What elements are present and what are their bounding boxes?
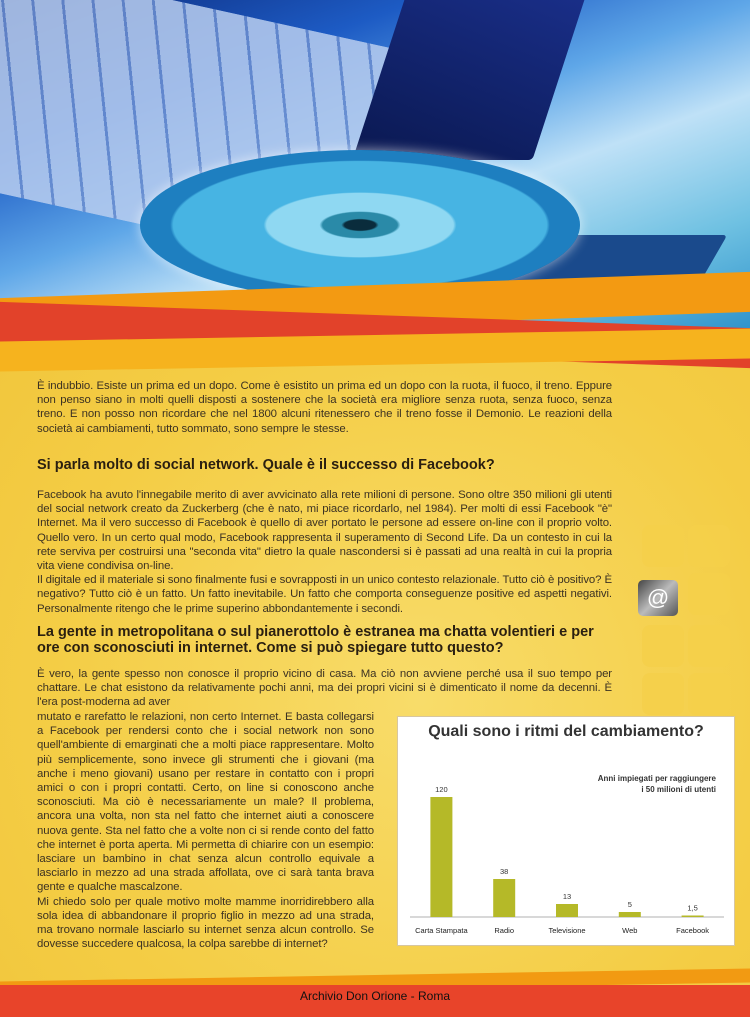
laptop-lid-image <box>352 0 587 160</box>
chart-note-line2: i 50 milioni di utenti <box>641 785 716 794</box>
bar-web <box>619 912 641 917</box>
metro-col-text-2: Mi chiedo solo per quale motivo molte mamme inorridirebbero alla sola idea di abbandonare il proprio figlio in mezzo ad una strada, ma trovano normale lasciarlo su internet senza alcun controllo. Se dovesse succedere qualcosa, la colpa sarebbe di internet? <box>37 895 374 951</box>
deco-square <box>642 525 684 567</box>
at-sign-icon: @ <box>638 580 678 616</box>
deco-square <box>688 573 730 615</box>
category-label: Web <box>622 926 638 935</box>
chart-box <box>397 716 735 946</box>
bar-carta-stampata <box>430 797 452 917</box>
cd-disc-image <box>140 150 580 300</box>
deco-square <box>642 625 684 667</box>
bar-radio <box>493 879 515 917</box>
deco-square <box>688 673 730 715</box>
data-label: 120 <box>435 785 448 794</box>
intro-paragraph: È indubbio. Esiste un prima ed un dopo. Come è esistito un prima ed un dopo con la ruota, il fuoco, il treno. Eppure non penso siano in molti quelli disposti a sostenere che la società era migliore senza ruota, senza fuoco, senza treno. E non posso non ricordare che nel 1800 alcuni ritenessero che il treno fosse il Demonio. Le reazioni della società ai cambiamenti, tutto sommato, sono sempre le stesse. <box>37 380 612 435</box>
heading-metro: La gente in metropolitana o sul pianerottolo è estranea ma chatta volentieri e per ore con sconosciuti in internet. Come si può spiegare tutto questo? <box>37 624 594 656</box>
facebook-text: Facebook ha avuto l'innegabile merito di aver avvicinato alla rete milioni di persone. Sono oltre 350 milioni gli utenti del social network creato da Zuckerberg (che è nato, mi piace ricordarlo, nel 1984). Per molti di essi Facebook "è" Internet. Ma il vero successo di Facebook è quello di aver portato le persone ad essere on-line con il proprio volto. Quello vero. In un certo qual modo, Facebook rappresenta il superamento di Second Life. Da un contesto in cui la rete serviva per costruirsi una "seconda vita" dietro la quale nascondersi si è passati ad una realtà in cui la propria vita viene condivisa on-line. <box>37 489 612 573</box>
data-label: 1,5 <box>687 903 698 913</box>
category-label: Carta Stampata <box>415 926 468 935</box>
data-label: 5 <box>627 900 632 909</box>
archive-footer: Archivio Don Orione - Roma <box>299 989 451 1003</box>
bar-facebook <box>682 916 704 918</box>
chart-note-line1: Anni impiegati per raggiungere <box>597 774 716 783</box>
heading-social-network: Si parla molto di social network. Quale è il successo di Facebook? <box>37 457 495 473</box>
category-label: Radio <box>494 926 515 935</box>
digital-text: Il digitale ed il materiale si sono finalmente fusi e sovrapposti in un unico contesto relazionale. Tutto ciò è positivo? È negativo? Tutto ciò è un fatto. Un fatto inevitabile. Un fatto che comporta conseguenze positive ed aspetti negativi. Personalmente ritengo che le prime superino abbondantemente i secondi. <box>37 574 612 615</box>
decorative-squares <box>640 525 740 725</box>
deco-square <box>642 673 684 715</box>
facebook-paragraph <box>37 488 612 616</box>
data-label: 38 <box>500 867 509 876</box>
bar-chart <box>398 717 734 945</box>
deco-square <box>688 625 730 667</box>
data-label: 13 <box>562 892 572 901</box>
bar-televisione <box>556 904 578 917</box>
category-label: Televisione <box>548 926 586 935</box>
metro-top-paragraph: È vero, la gente spesso non conosce il proprio vicino di casa. Ma ciò non avviene perché usa il suo tempo per chattare. Le chat esistono da relativamente pochi anni, ma dei propri vicini si è dimenticato il nome da decenni. È l'era post-moderna ad aver <box>37 668 612 709</box>
category-label: Facebook <box>676 926 710 935</box>
chart-title: Quali sono i ritmi del cambiamento? <box>428 723 704 740</box>
metro-column-paragraph <box>37 710 374 951</box>
deco-square <box>688 525 730 567</box>
metro-col-text: mutato e rarefatto le relazioni, non certo Internet. E basta collegarsi a Facebook per rendersi conto che i social network non sono quell'ambiente di emarginati che a molti piace rappresentare. Molto più semplicemente, sono invece gli strumenti che i giovani (ma anche i meno giovani) usano per restare in contatto con i propri amici o con i propri contatti. Certo, on line si conoscono anche sconosciuti. Ma ciò è necessariamente un male? Il problema, ancora una volta, non sta nel fatto che internet aiuti a conoscere nuova gente. Sta nel fatto che a volte non ci si rende conto del fatto che internet è porta aperta. Mi permetta di chiarire con un esempio: lasciare un bambino in chat senza alcun controllo equivale a lasciarlo in mezzo ad una strada affollata, ove ci sarà tanta brava gente e qualche mascalzone. <box>37 711 374 894</box>
